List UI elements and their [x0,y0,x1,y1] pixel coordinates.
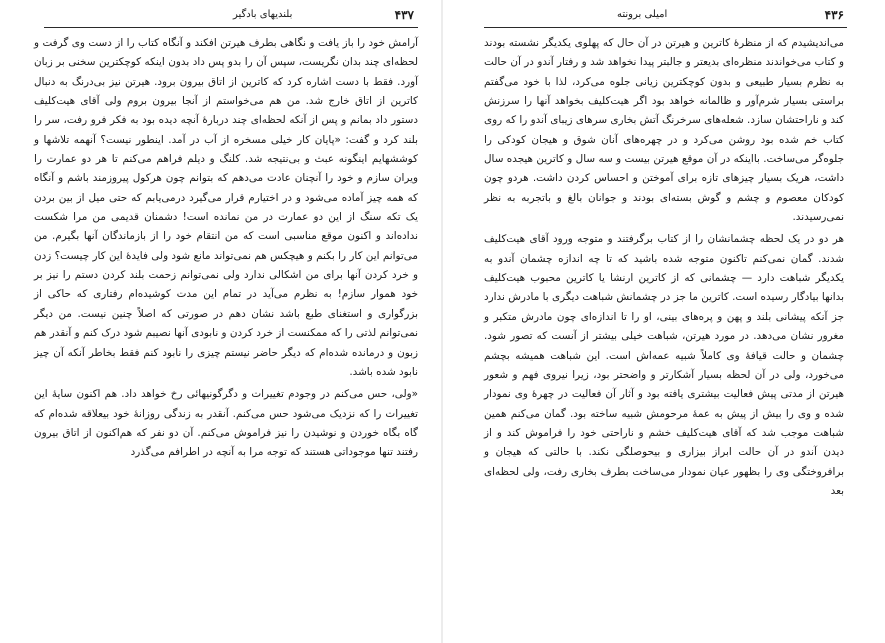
left-paragraph-1: آرامش خود را باز یافت و نگاهی بطرف هیرتن افکند و آنگاه کتاب را از دست وی گرفت و لحظه‌ای چند بدان نگریست، سپس آن را بدو پس داد بدون اینکه کوچکترین سخنی بر زبان آورد. فقط با دست اشاره کرد که کاترین از اتاق بیرون برود. هیرتن نیز بی‌درنگ به دنبال کاترین از اتاق خارج شد. من هم می‌خواستم از آنجا بیرون بروم ولی آقای هیت‌کلیف دستور داد بمانم و پس از آنکه لحظه‌ای چند دربارهٔ آنچه دیده بود به فکر فرو رفت، سر را بلند کرد و گفت: «پایان کار خیلی مسخره از آب در آمد. اینطور نیست؟ آنهمه تلاشها و کوششهایم اینگونه عبث و بی‌نتیجه شد. کلنگ و دیلم فراهم می‌کنم تا هر دو عمارت را ویران سازم و خود را آنچنان عادت می‌دهم که بتوانم چون هرکول پیروزمند باشم و آنگاه که همه چیز آماده می‌شود و در اختیارم قرار می‌گیرد درمی‌یابم که حتی میل از بین بردن یک تکه سنگ از این دو عمارت در من نمانده است! دشمنان قدیمی من مرا شکست نداده‌اند و اکنون موقع مناسبی است که من انتقام خود را از بازماندگان آنها بگیرم. من می‌توانم این کار را بکنم و هیچکس هم نمی‌تواند مانع شود ولی فایدهٔ این کار چیست؟ زدن و خرد کردن آنها برای من اشکالی ندارد ولی نمی‌توانم زحمت بلند کردن دستم را نیز بر خود هموار سازم! به نظرم می‌آید در تمام این مدت کوشیده‌ام رفتاری که حاکی از بزرگواری و استغنای طبع باشد نشان دهم در صورتی که اصلاً چنین نیست. من دیگر نمی‌توانم لذتی را که ممکنست از خرد کردن و نابودی آنها نصیبم شود درک کنم و آنقدر هم زبون و درمانده شده‌ام که دیگر حاضر نیستم چیزی را نابود کنم فقط بخاطر آنکه آن چیز نابود شده باشد. [34,37,418,378]
left-running-title: بلندیهای بادگیر [233,9,293,20]
right-paragraph-1: می‌اندیشیدم که از منظرهٔ کاترین و هیرتن در آن حال که پهلوی یکدیگر نشسته بودند و کتاب می‌خواندند منظره‌ای بدیعتر و جالبتر پیدا نخواهد شد و رفتار آندو در آن حالت به نظرم بسیار طبیعی و بدون کوچکترین زیانی جلوه می‌کرد، لذا با خود می‌گفتم براستی بسیار شرم‌آور و ظالمانه خواهد بود اگر هیت‌کلیف بخواهد آنها را سرزنش کند و ناراحتشان سازد. شعله‌های سرخرنگ آتش بخاری سرهای زیبای آندو را که روی کتاب خم شده بود روشن می‌کرد و در چهره‌های آنان شوق و هیجان کودکی را جلوه‌گر می‌ساخت. بااینکه در آن موقع هیرتن بیست و سه سال و کاترین هیجده سال داشت، هریک بسیار چیزهای تازه برای آموختن و احساس کردن داشت. هردو چون کودکان معصوم و چشم و گوش بسته‌ای بودند و جوانان بالغ و باتجربه به نظر نمی‌رسیدند. [484,37,844,224]
right-header-rule [484,27,847,28]
right-paragraph-2: هر دو در یک لحظه چشمانشان را از کتاب برگرفتند و متوجه ورود آقای هیت‌کلیف شدند. گمان نمی‌کنم تاکنون متوجه شده باشید که تا چه اندازه چشمان آندو به یکدیگر شباهت دارد — چشمانی که از کاترین ارنشا یا کاترین محبوب هیت‌کلیف بدانها بیادگار رسیده است. کاترین ما جز در چشمانش شباهت دیگری با مادرش ندارد جز آنکه پیشانی بلند و پهن و پره‌های بینی، او را تا اندازه‌ای چون مادرش متکبر و مغرور نشان می‌دهد. در مورد هیرتن، شباهت خیلی بیشتر از آنست که تصور شود. چشمان و حالت قیافهٔ وی کاملاً شبیه عمه‌اش است. این شباهت همیشه بچشم می‌خورد، ولی در آن لحظه بسیار آشکارتر و واضحتر بود، زیرا نیروی فهم و شعور هیرتن از مدتی پیش فعالیت بیشتری یافته بود و آثار آن فعالیت در چهرهٔ وی نمودار شده و وی را بیش از پیش به عمهٔ مرحومش شبیه ساخته بود. گمان می‌کنم همین شباهت موجب شد که آقای هیت‌کلیف خشم و ناراحتی خود را فراموش کند و از دیدن آندو در آن حالت ابراز بیزاری و بیحوصلگی نکند. با حالتی که هیجان و برافروختگی وی را بظهور عیان نمودار می‌ساخت بطرف بخاری رفت، ولی لحظه‌ای بعد [484,233,844,497]
right-page-body [484,34,844,501]
right-running-title: امیلی برونته [617,9,668,20]
right-page [442,0,885,643]
left-header-rule [44,27,418,28]
left-page-number: ۴۳۷ [394,8,414,22]
right-page-number: ۴۳۶ [824,8,844,22]
left-page-body [34,34,418,463]
left-page [0,0,442,643]
left-paragraph-2: «ولی، حس می‌کنم در وجودم تغییرات و دگرگونیهائی رخ خواهد داد. هم اکنون سایهٔ این تغییرات را که نزدیک می‌شود حس می‌کنم. آنقدر به زندگی روزانهٔ خود بیعلاقه شده‌ام که گاه بگاه خوردن و نوشیدن را نیز فراموش می‌کنم. آن دو نفر که هم‌اکنون از اتاق بیرون رفتند تنها موجوداتی هستند که توجه مرا به آنچه در اطرافم می‌گذرد [34,388,418,459]
